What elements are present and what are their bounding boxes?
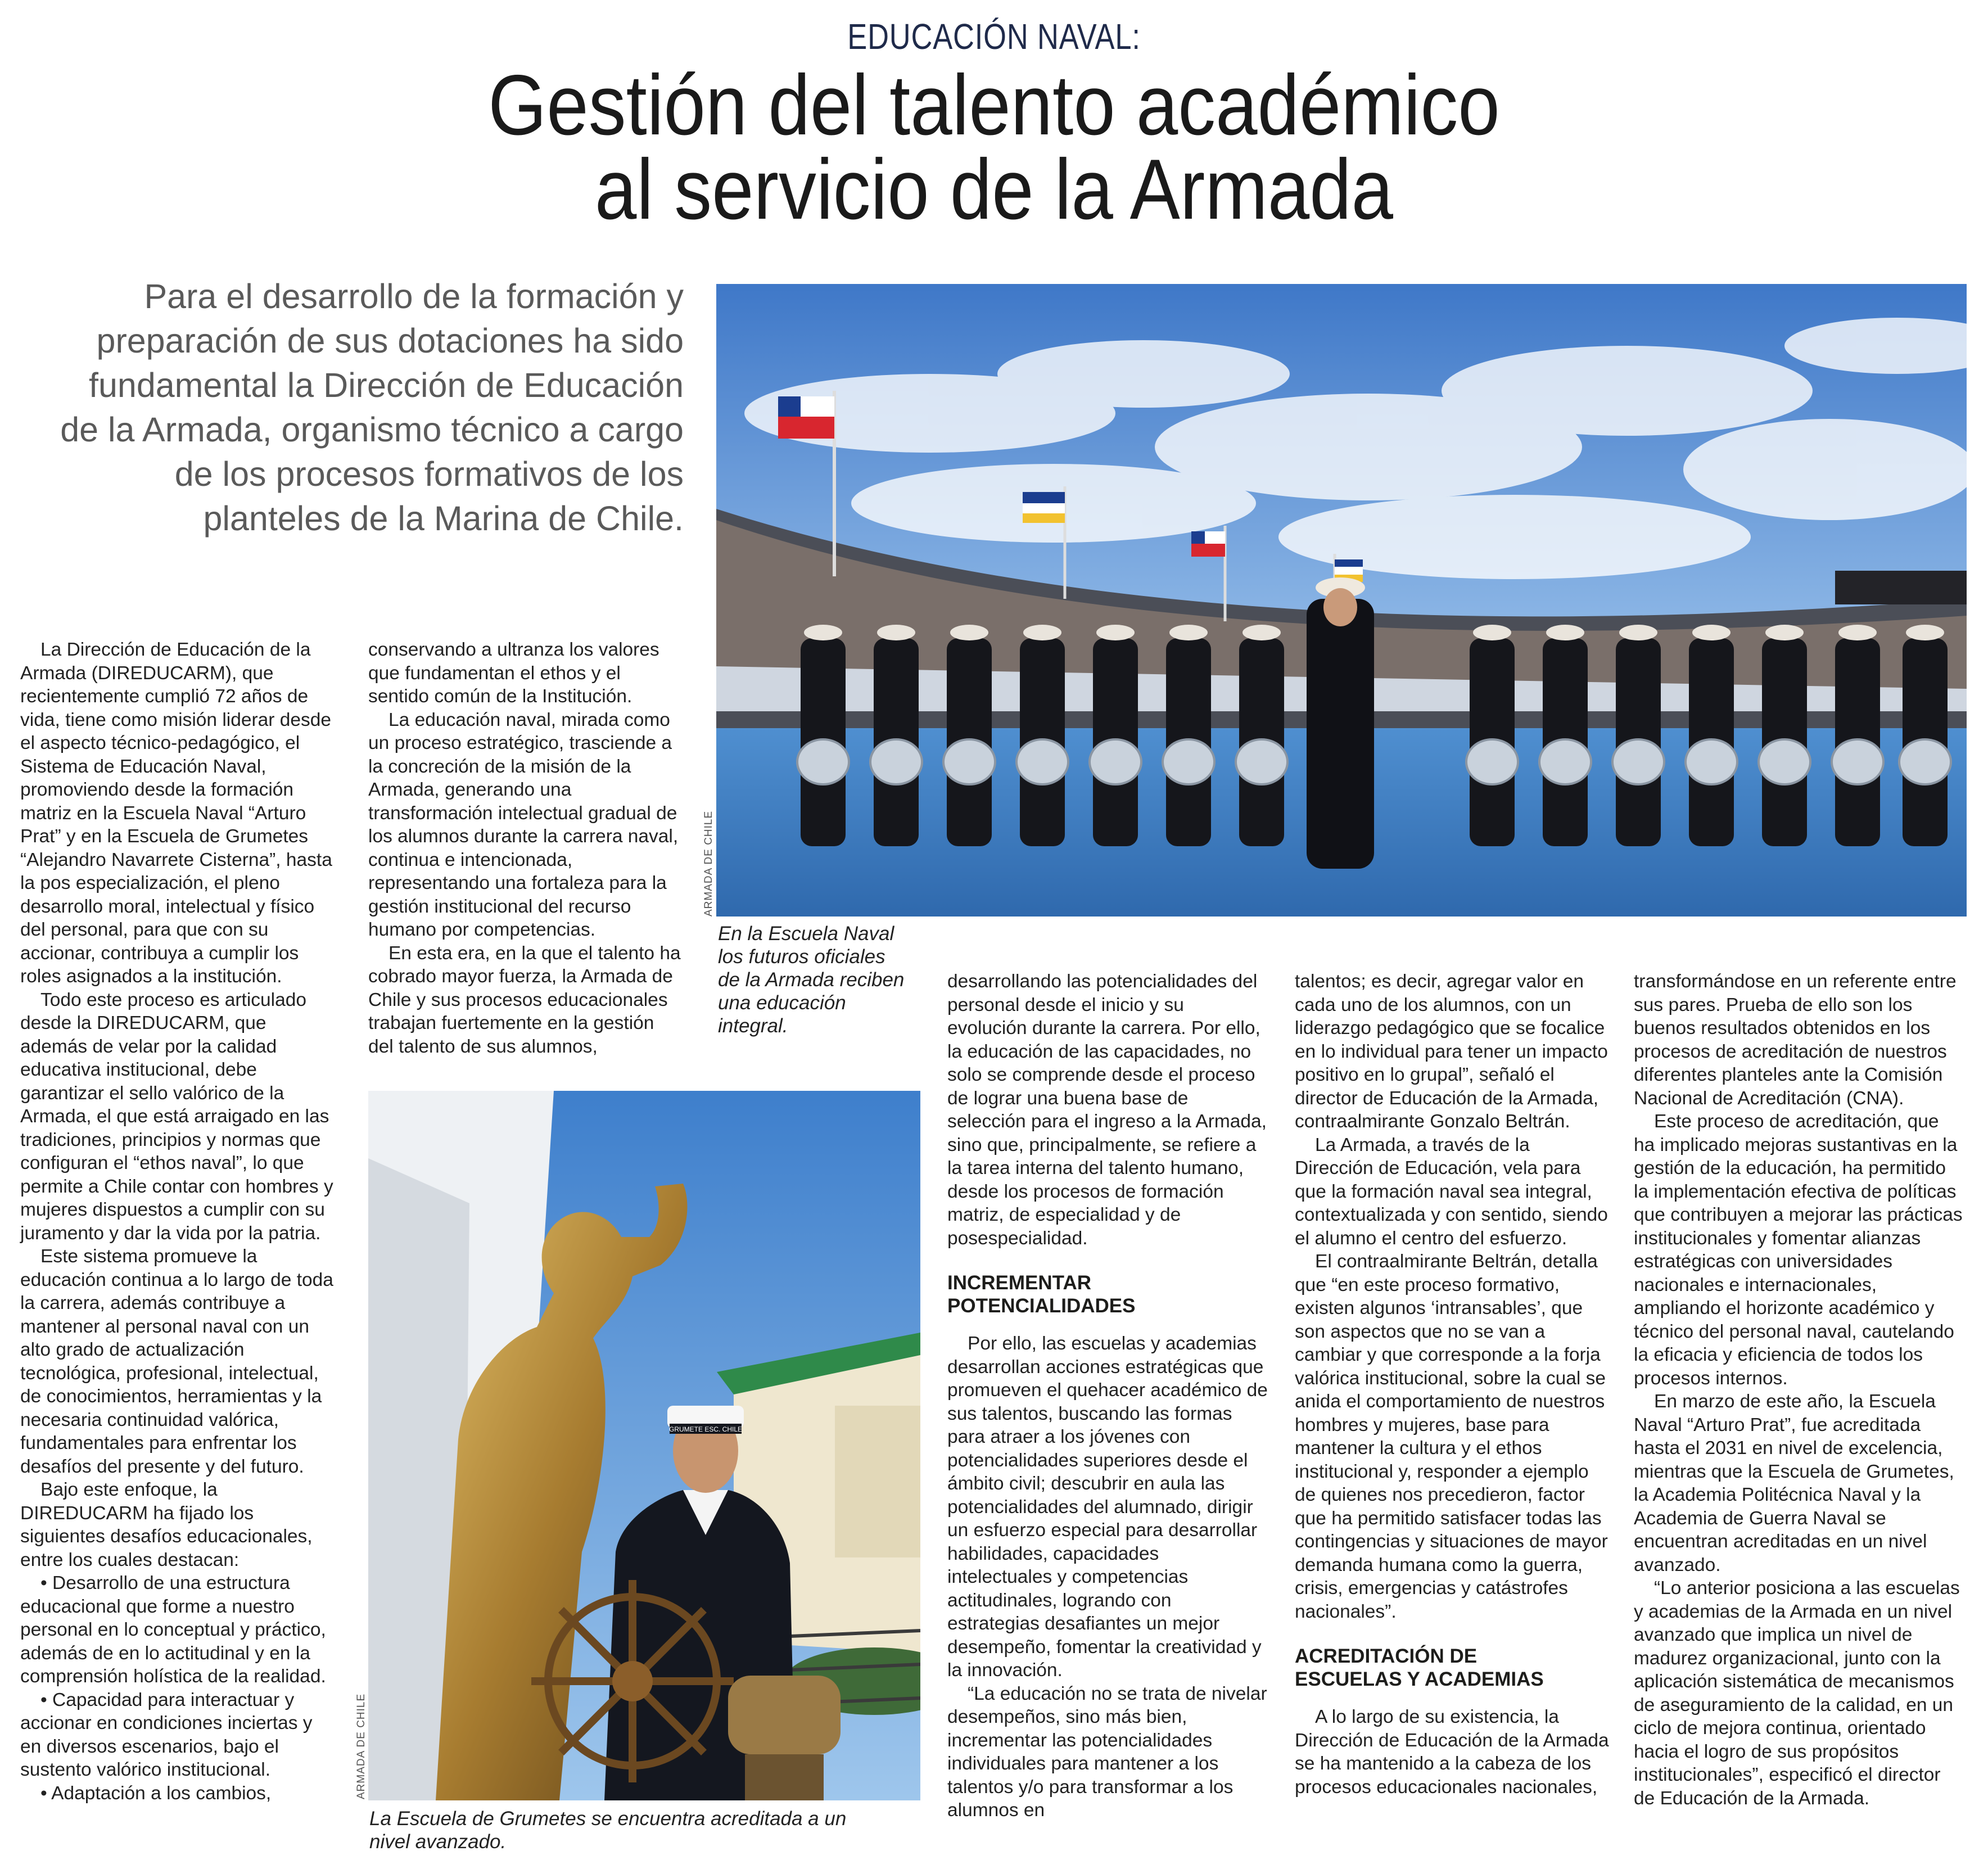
lead-line: preparación de sus dotaciones ha sido (96, 322, 684, 360)
caption-line: nivel avanzado. (369, 1831, 507, 1853)
caption-line: La Escuela de Grumetes se encuentra acreditada a un (369, 1808, 847, 1830)
article-column-5 (1634, 970, 1963, 1810)
lead-line: planteles de la Marina de Chile. (203, 499, 684, 538)
parade-photo (716, 284, 1967, 917)
caption-line: una educación (718, 992, 846, 1014)
parade-photo-credit: ARMADA DE CHILE (703, 810, 715, 917)
paragraph: Bajo este enfoque, la DIREDUCARM ha fijado los siguientes desafíos educacionales, entre los cuales destacan: (20, 1479, 313, 1570)
paragraph: Todo este proceso es articulado desde la DIREDUCARM, que además de velar por la calidad educativa institucional, debe garantizar el sello valórico de la Armada, el que está arraigado en las tradiciones, principios y normas que configuran el “ethos naval”, lo que permite a Chile contar con hombres y mujeres dispuestos a cumplir con su juramento y dar la vida por la patria. (20, 989, 333, 1244)
paragraph: conservando a ultranza los valores que fundamentan el ethos y el sentido común de la Institución. (368, 639, 659, 707)
paragraph: transformándose en un referente entre sus pares. Prueba de ello son los buenos resultados obtenidos en los procesos de acreditación de nuestros diferentes planteles ante la Comisión Nacional de Acreditación (CNA). (1634, 971, 1957, 1109)
paragraph: El contraalmirante Beltrán, detalla que “en este proceso formativo, existen algunos ‘intransables’, que son aspectos que no se van a cambiar y que corresponde a la forja valórica institucional, sobre la cual se anida el comportamiento de nuestros hombres y mujeres, base para mantener la cultura y el ethos institucional y, responder a ejemplo de quienes nos precedieron, factor que ha permitido satisfacer todas las contingencias y situaciones de mayor demanda humana como la guerra, crisis, emergencias y catástrofes nacionales”. (1295, 1251, 1608, 1622)
subheading: INCREMENTAR POTENCIALIDADES (947, 1272, 1136, 1317)
grumete-photo-caption (369, 1807, 926, 1853)
grumete-photo (368, 1091, 920, 1800)
paragraph: “Lo anterior posiciona a las escuelas y academias de la Armada en un nivel avanzado que implica un nivel de madurez organizacional, junto con la aplicación sistemática de mecanismos de aseguramiento de la calidad, en un ciclo de mejora continua, orientado hacia el logro de sus propósitos institucionales”, especificó el director de Educación de la Armada. (1634, 1578, 1960, 1809)
article-column-2 (368, 638, 683, 1058)
lead-line: fundamental la Dirección de Educación (89, 366, 684, 404)
paragraph: La educación naval, mirada como un proceso estratégico, trasciende a la concreción de la misión de la Armada, generando una transformación intelectual gradual de los alumnos durante la carrera naval, continua e intencionada, representando una fortaleza para la gestión institucional del recurso humano por competencias. (368, 709, 679, 940)
headline-line-1: Gestión del talento académico (488, 57, 1500, 153)
paragraph: La Dirección de Educación de la Armada (DIREDUCARM), que recientemente cumplió 72 años de vida, tiene como misión liderar desde el aspecto técnico-pedagógico, el Sistema de Educación Naval, promoviendo desde la formación matriz en la Escuela Naval “Arturo Prat” y en la Escuela de Grumetes “Alejandro Navarrete Cisterna”, hasta la pos especialización, el pleno desarrollo moral, intelectual y físico del personal, para que con su accionar, contribuya a cumplir los roles asignados a la institución. (20, 639, 332, 987)
cap-band-text: GRUMETE ESC. CHILE (668, 1425, 743, 1433)
headline (119, 57, 1869, 237)
parade-photo-caption (718, 922, 954, 1037)
grumete-photo-credit: ARMADA DE CHILE (355, 1693, 367, 1799)
caption-line: de la Armada reciben (718, 969, 905, 991)
paragraph: desarrollando las potencialidades del personal desde el inicio y su evolución durante la carrera. Por ello, la educación de las capacidades, no solo se comprende desde el proceso de lograr una buena base de selección para el ingreso a la Armada, sino que, principalmente, se refiere a la tarea interna del talento humano, desde los procesos de formación matriz, de especialidad y de posespecialidad. (947, 971, 1267, 1249)
lead-line: de los procesos formativos de los (174, 455, 684, 493)
caption-line: los futuros oficiales (718, 946, 885, 968)
paragraph: En marzo de este año, la Escuela Naval “Arturo Prat”, fue acreditada hasta el 2031 en nivel de excelencia, mientras que la Escuela de Grumetes, la Academia Politécnica Naval y la Academia de Guerra Naval se encuentran acreditadas en un nivel avanzado. (1634, 1391, 1954, 1575)
paragraph: En esta era, en la que el talento ha cobrado mayor fuerza, la Armada de Chile y sus procesos educacionales trabajan fuertemente en la gestión del talento de sus alumnos, (368, 942, 681, 1057)
caption-line: En la Escuela Naval (718, 923, 894, 945)
bullet-item: • Desarrollo de una estructura educacional que forme a nuestro personal en lo conceptual y práctico, además de en lo actitudinal y en la comprensión holística de la realidad. (20, 1573, 326, 1687)
bullet-item: • Capacidad para interactuar y accionar en condiciones inciertas y en diversos escenarios, bajo el sustento valórico institucional. (20, 1689, 313, 1780)
lead-paragraph (22, 274, 684, 541)
paragraph: “La educación no se trata de nivelar desempeños, sino más bien, incrementar las potencialidades individuales para mantener a los talentos y/o para transformar a los alumnos en (947, 1683, 1267, 1821)
caption-line: integral. (718, 1015, 788, 1037)
article-column-4 (1295, 970, 1612, 1799)
paragraph: La Armada, a través de la Dirección de Educación, vela para que la formación naval sea integral, contextualizada y con sentido, siendo el alumno el centro del esfuerzo. (1295, 1134, 1608, 1249)
paragraph: Este sistema promueve la educación continua a lo largo de toda la carrera, además contribuye a mantener al personal naval con un alto grado de actualización tecnológica, profesional, intelectual, de conocimientos, herramientas y la necesaria continuidad valórica, fundamentales para enfrentar los desafíos del presente y del futuro. (20, 1246, 333, 1477)
paragraph: Este proceso de acreditación, que ha implicado mejoras sustantivas en la gestión de la educación, ha permitido la implementación efectiva de políticas que contribuyen a mejorar las prácticas institucionales y fomentar alianzas estratégicas con universidades nacionales e internacionales, ampliando el horizonte académico y técnico del personal naval, cautelando la eficacia y eficiencia de todos los procesos internos. (1634, 1111, 1963, 1389)
article-column-1 (20, 638, 335, 1805)
headline-line-2: al servicio de la Armada (594, 142, 1394, 237)
subheading: ACREDITACIÓN DE ESCUELAS Y ACADEMIAS (1295, 1645, 1544, 1690)
article-column-3 (947, 970, 1268, 1822)
paragraph: Por ello, las escuelas y academias desarrollan acciones estratégicas que promueven el quehacer académico de sus talentos, buscando las formas para atraer a los jóvenes con potencialidades superiores desde el ámbito civil; descubrir en aula las potencialidades del alumnado, dirigir un esfuerzo especial para desarrollar habilidades, capacidades intelectuales y competencias actitudinales, logrando con estrategias desafiantes un mejor desempeño, fomentar la creatividad y la innovación. (947, 1333, 1268, 1681)
section-kicker: EDUCACIÓN NAVAL: (847, 16, 1141, 57)
lead-line: Para el desarrollo de la formación y (144, 277, 684, 315)
paragraph: talentos; es decir, agregar valor en cada uno de los alumnos, con un liderazgo pedagógico que se focalice en lo individual para tener un impacto positivo en lo grupal”, señaló el director de Educación de la Armada, contraalmirante Gonzalo Beltrán. (1295, 971, 1608, 1132)
lead-line: de la Armada, organismo técnico a cargo (60, 410, 684, 449)
bullet-item: • Adaptación a los cambios, (40, 1782, 272, 1804)
paragraph: A lo largo de su existencia, la Dirección de Educación de la Armada se ha mantenido a la cabeza de los procesos educacionales nacionales, (1295, 1707, 1609, 1798)
